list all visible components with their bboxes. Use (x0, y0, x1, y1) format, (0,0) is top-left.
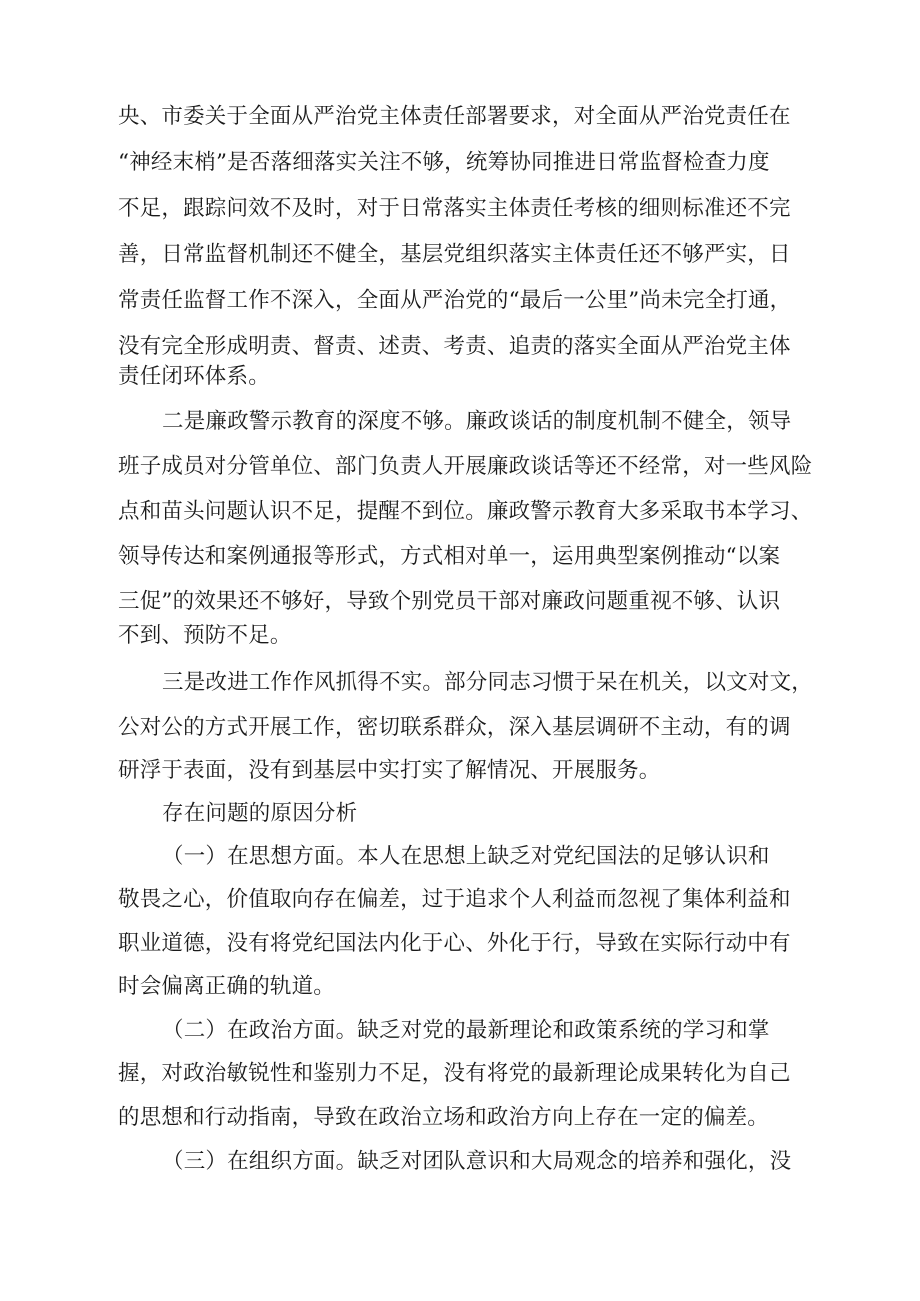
paragraph-5-line-1: （二）在政治方面。缺乏对党的最新理论和政策系统的学习和掌 (162, 1018, 770, 1043)
paragraph-5-line-3: 的思想和行动指南，导致在政治立场和政治方向上存在一定的偏差。 (118, 1105, 770, 1130)
paragraph-6-line-1: （三）在组织方面。缺乏对团队意识和大局观念的培养和强化，没 (162, 1149, 792, 1174)
paragraph-1-line-6: 没有完全形成明责、督责、述责、考责、追责的落实全面从严治党主体 (118, 334, 791, 359)
paragraph-1-line-2: “神经末梢”是否落细落实关注不够，统筹协同推进日常监督检查力度 (118, 150, 770, 175)
paragraph-1-line-7: 责任闭环体系。 (118, 364, 270, 389)
paragraph-2-line-4: 领导传达和案例通报等形式，方式相对单一，运用典型案例推动“以案 (118, 544, 781, 569)
paragraph-2-line-6: 不到、预防不足。 (118, 623, 292, 648)
paragraph-1-line-4: 善，日常监督机制还不健全，基层党组织落实主体责任还不够严实，日 (118, 242, 791, 267)
paragraph-2-line-1: 二是廉政警示教育的深度不够。廉政谈话的制度机制不健全，领导 (162, 409, 792, 434)
paragraph-3-line-1: 三是改进工作作风抓得不实。部分同志习惯于呆在机关，以文对文， (162, 670, 814, 695)
paragraph-3-line-3: 研浮于表面，没有到基层中实打实了解情况、开展服务。 (118, 758, 661, 783)
paragraph-3-line-2: 公对公的方式开展工作，密切联系群众，深入基层调研不主动，有的调 (118, 715, 791, 740)
paragraph-2-line-5: 三促”的效果还不够好，导致个别党员干部对廉政问题重视不够、认识 (118, 589, 781, 614)
paragraph-4-line-3: 职业道德，没有将党纪国法内化于心、外化于行，导致在实际行动中有 (118, 931, 791, 956)
paragraph-2-line-2: 班子成员对分管单位、部门负责人开展廉政谈话等还不经常，对一些风险 (118, 454, 813, 479)
paragraph-4-line-4: 时会偏离正确的轨道。 (118, 974, 336, 999)
paragraph-1-line-5: 常责任监督工作不深入，全面从严治党的“最后一公里”尚未完全打通， (118, 288, 792, 313)
paragraph-5-line-2: 握，对政治敏锐性和鉴别力不足，没有将党的最新理论成果转化为自己 (118, 1061, 791, 1086)
paragraph-2-line-3: 点和苗头问题认识不足，提醒不到位。廉政警示教育大多采取书本学习、 (118, 499, 813, 524)
paragraph-4-line-1: （一）在思想方面。本人在思想上缺乏对党纪国法的足够认识和 (162, 844, 770, 869)
paragraph-1-line-1: 央、市委关于全面从严治党主体责任部署要求，对全面从严治党责任在 (118, 104, 791, 129)
paragraph-1-line-3: 不足，跟踪问效不及时，对于日常落实主体责任考核的细则标准还不完 (118, 196, 791, 221)
paragraph-4-line-2: 敬畏之心，价值取向存在偏差，过于追求个人利益而忽视了集体利益和 (118, 887, 791, 912)
section-heading: 存在问题的原因分析 (162, 801, 358, 826)
